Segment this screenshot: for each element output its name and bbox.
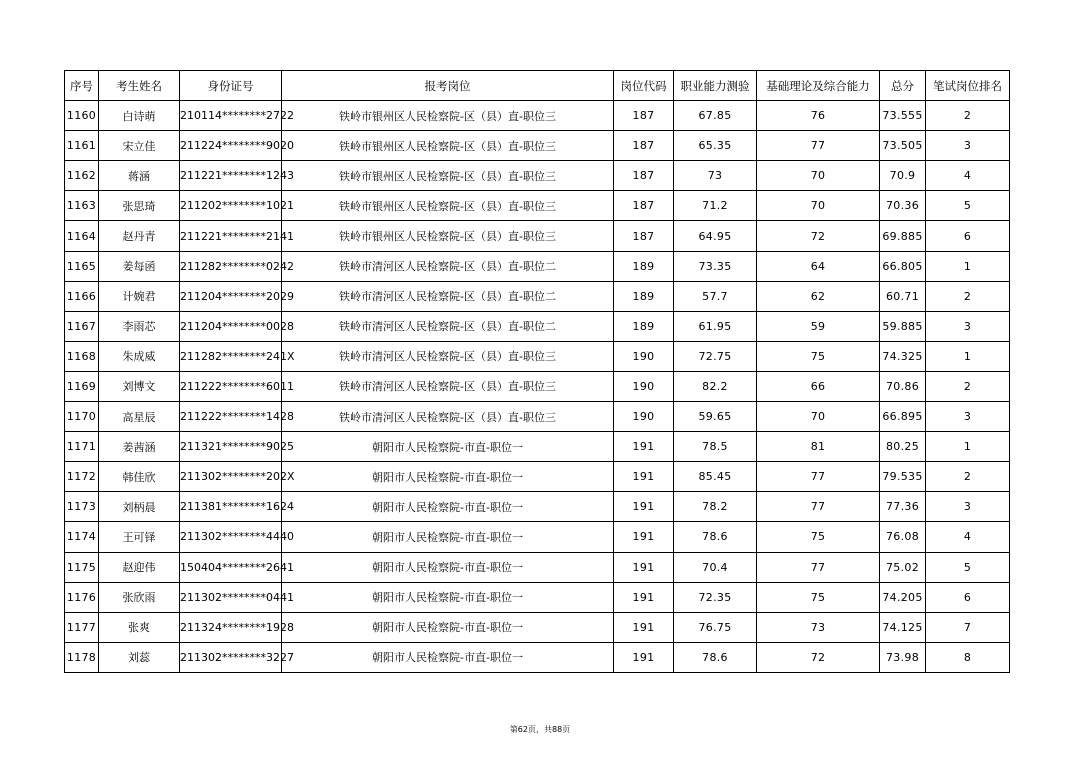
- seq-cell: 1171: [65, 432, 99, 462]
- seq-cell: 1177: [65, 612, 99, 642]
- seq-cell: 1162: [65, 161, 99, 191]
- exam-results-table: [64, 70, 1010, 673]
- total-score-cell: 70.9: [880, 161, 926, 191]
- header-id-number: 身份证号: [180, 71, 282, 101]
- name-cell: 张思琦: [99, 191, 180, 221]
- theory-score-cell: 59: [757, 311, 880, 341]
- aptitude-score-cell: 70.4: [674, 552, 757, 582]
- position-code-cell: 187: [614, 221, 674, 251]
- rank-cell: 2: [926, 462, 1010, 492]
- position-code-cell: 191: [614, 552, 674, 582]
- name-cell: 刘博文: [99, 371, 180, 401]
- rank-cell: 5: [926, 191, 1010, 221]
- position-code-cell: 191: [614, 462, 674, 492]
- total-score-cell: 80.25: [880, 432, 926, 462]
- position-code-cell: 190: [614, 371, 674, 401]
- position-cell: 朝阳市人民检察院-市直-职位一: [282, 552, 614, 582]
- name-cell: 赵丹青: [99, 221, 180, 251]
- total-score-cell: 69.885: [880, 221, 926, 251]
- total-score-cell: 60.71: [880, 281, 926, 311]
- position-code-cell: 189: [614, 311, 674, 341]
- total-score-cell: 79.535: [880, 462, 926, 492]
- theory-score-cell: 81: [757, 432, 880, 462]
- seq-cell: 1178: [65, 642, 99, 672]
- rank-cell: 8: [926, 642, 1010, 672]
- rank-cell: 2: [926, 101, 1010, 131]
- seq-cell: 1163: [65, 191, 99, 221]
- id-number-cell: 211224********9020: [180, 131, 282, 161]
- name-cell: 王可铎: [99, 522, 180, 552]
- position-cell: 朝阳市人民检察院-市直-职位一: [282, 612, 614, 642]
- id-number-cell: 211282********0242: [180, 251, 282, 281]
- header-theory-score: 基础理论及综合能力: [757, 71, 880, 101]
- rank-cell: 3: [926, 131, 1010, 161]
- aptitude-score-cell: 78.5: [674, 432, 757, 462]
- total-score-cell: 70.36: [880, 191, 926, 221]
- id-number-cell: 210114********2722: [180, 101, 282, 131]
- position-cell: 铁岭市清河区人民检察院-区（县）直-职位三: [282, 402, 614, 432]
- name-cell: 赵迎伟: [99, 552, 180, 582]
- id-number-cell: 211302********0441: [180, 582, 282, 612]
- table-row: [65, 251, 1010, 281]
- aptitude-score-cell: 73: [674, 161, 757, 191]
- seq-cell: 1167: [65, 311, 99, 341]
- table-row: [65, 642, 1010, 672]
- header-total-score: 总分: [880, 71, 926, 101]
- position-cell: 铁岭市清河区人民检察院-区（县）直-职位三: [282, 341, 614, 371]
- rank-cell: 3: [926, 492, 1010, 522]
- theory-score-cell: 77: [757, 492, 880, 522]
- theory-score-cell: 70: [757, 402, 880, 432]
- total-score-cell: 73.98: [880, 642, 926, 672]
- position-cell: 铁岭市清河区人民检察院-区（县）直-职位二: [282, 281, 614, 311]
- aptitude-score-cell: 76.75: [674, 612, 757, 642]
- total-score-cell: 70.86: [880, 371, 926, 401]
- aptitude-score-cell: 71.2: [674, 191, 757, 221]
- id-number-cell: 211302********3227: [180, 642, 282, 672]
- aptitude-score-cell: 78.6: [674, 642, 757, 672]
- total-score-cell: 73.555: [880, 101, 926, 131]
- header-position-code: 岗位代码: [614, 71, 674, 101]
- id-number-cell: 211202********1021: [180, 191, 282, 221]
- header-name: 考生姓名: [99, 71, 180, 101]
- total-score-cell: 76.08: [880, 522, 926, 552]
- name-cell: 张欣雨: [99, 582, 180, 612]
- aptitude-score-cell: 72.35: [674, 582, 757, 612]
- table-row: [65, 281, 1010, 311]
- position-code-cell: 187: [614, 161, 674, 191]
- table-row: [65, 492, 1010, 522]
- position-code-cell: 190: [614, 402, 674, 432]
- name-cell: 高星辰: [99, 402, 180, 432]
- aptitude-score-cell: 85.45: [674, 462, 757, 492]
- aptitude-score-cell: 57.7: [674, 281, 757, 311]
- position-cell: 铁岭市清河区人民检察院-区（县）直-职位二: [282, 311, 614, 341]
- aptitude-score-cell: 64.95: [674, 221, 757, 251]
- position-cell: 铁岭市清河区人民检察院-区（县）直-职位三: [282, 371, 614, 401]
- id-number-cell: 211324********1928: [180, 612, 282, 642]
- aptitude-score-cell: 72.75: [674, 341, 757, 371]
- name-cell: 姜茜涵: [99, 432, 180, 462]
- table-row: [65, 582, 1010, 612]
- name-cell: 蒋涵: [99, 161, 180, 191]
- aptitude-score-cell: 73.35: [674, 251, 757, 281]
- position-cell: 朝阳市人民检察院-市直-职位一: [282, 522, 614, 552]
- id-number-cell: 211302********202X: [180, 462, 282, 492]
- theory-score-cell: 75: [757, 341, 880, 371]
- total-score-cell: 75.02: [880, 552, 926, 582]
- theory-score-cell: 72: [757, 221, 880, 251]
- rank-cell: 1: [926, 251, 1010, 281]
- position-code-cell: 191: [614, 432, 674, 462]
- position-code-cell: 187: [614, 101, 674, 131]
- total-score-cell: 66.895: [880, 402, 926, 432]
- name-cell: 张爽: [99, 612, 180, 642]
- theory-score-cell: 76: [757, 101, 880, 131]
- total-score-cell: 66.805: [880, 251, 926, 281]
- table-row: [65, 191, 1010, 221]
- name-cell: 白诗萌: [99, 101, 180, 131]
- table-row: [65, 432, 1010, 462]
- header-seq: 序号: [65, 71, 99, 101]
- rank-cell: 7: [926, 612, 1010, 642]
- aptitude-score-cell: 59.65: [674, 402, 757, 432]
- rank-cell: 2: [926, 371, 1010, 401]
- header-position: 报考岗位: [282, 71, 614, 101]
- table-header-row: [65, 71, 1010, 101]
- position-code-cell: 190: [614, 341, 674, 371]
- id-number-cell: 211221********2141: [180, 221, 282, 251]
- id-number-cell: 211222********6011: [180, 371, 282, 401]
- table-row: [65, 402, 1010, 432]
- position-cell: 铁岭市清河区人民检察院-区（县）直-职位二: [282, 251, 614, 281]
- seq-cell: 1169: [65, 371, 99, 401]
- id-number-cell: 211222********1428: [180, 402, 282, 432]
- table-row: [65, 221, 1010, 251]
- aptitude-score-cell: 65.35: [674, 131, 757, 161]
- seq-cell: 1160: [65, 101, 99, 131]
- rank-cell: 4: [926, 161, 1010, 191]
- rank-cell: 4: [926, 522, 1010, 552]
- seq-cell: 1165: [65, 251, 99, 281]
- seq-cell: 1176: [65, 582, 99, 612]
- position-cell: 铁岭市银州区人民检察院-区（县）直-职位三: [282, 101, 614, 131]
- position-cell: 朝阳市人民检察院-市直-职位一: [282, 642, 614, 672]
- position-cell: 朝阳市人民检察院-市直-职位一: [282, 462, 614, 492]
- theory-score-cell: 75: [757, 522, 880, 552]
- name-cell: 李雨芯: [99, 311, 180, 341]
- seq-cell: 1161: [65, 131, 99, 161]
- page-number-footer: 第62页，共88页: [509, 725, 571, 734]
- table-row: [65, 161, 1010, 191]
- table-row: [65, 131, 1010, 161]
- seq-cell: 1170: [65, 402, 99, 432]
- id-number-cell: 211204********0028: [180, 311, 282, 341]
- name-cell: 朱成威: [99, 341, 180, 371]
- seq-cell: 1164: [65, 221, 99, 251]
- theory-score-cell: 72: [757, 642, 880, 672]
- aptitude-score-cell: 61.95: [674, 311, 757, 341]
- position-cell: 铁岭市银州区人民检察院-区（县）直-职位三: [282, 161, 614, 191]
- theory-score-cell: 77: [757, 552, 880, 582]
- theory-score-cell: 70: [757, 191, 880, 221]
- rank-cell: 2: [926, 281, 1010, 311]
- position-cell: 朝阳市人民检察院-市直-职位一: [282, 582, 614, 612]
- theory-score-cell: 66: [757, 371, 880, 401]
- position-cell: 铁岭市银州区人民检察院-区（县）直-职位三: [282, 221, 614, 251]
- theory-score-cell: 70: [757, 161, 880, 191]
- id-number-cell: 211282********241X: [180, 341, 282, 371]
- total-score-cell: 74.125: [880, 612, 926, 642]
- id-number-cell: 211302********4440: [180, 522, 282, 552]
- table-row: [65, 371, 1010, 401]
- name-cell: 刘蕊: [99, 642, 180, 672]
- position-cell: 朝阳市人民检察院-市直-职位一: [282, 432, 614, 462]
- aptitude-score-cell: 78.6: [674, 522, 757, 552]
- theory-score-cell: 77: [757, 462, 880, 492]
- total-score-cell: 59.885: [880, 311, 926, 341]
- theory-score-cell: 75: [757, 582, 880, 612]
- total-score-cell: 74.205: [880, 582, 926, 612]
- name-cell: 计婉君: [99, 281, 180, 311]
- table-row: [65, 522, 1010, 552]
- theory-score-cell: 77: [757, 131, 880, 161]
- table-body: [65, 101, 1010, 673]
- seq-cell: 1166: [65, 281, 99, 311]
- rank-cell: 6: [926, 221, 1010, 251]
- position-cell: 朝阳市人民检察院-市直-职位一: [282, 492, 614, 522]
- header-rank: 笔试岗位排名: [926, 71, 1010, 101]
- rank-cell: 3: [926, 311, 1010, 341]
- name-cell: 姜每函: [99, 251, 180, 281]
- name-cell: 刘柄晨: [99, 492, 180, 522]
- id-number-cell: 211221********1243: [180, 161, 282, 191]
- seq-cell: 1173: [65, 492, 99, 522]
- header-aptitude-score: 职业能力测验: [674, 71, 757, 101]
- id-number-cell: 211204********2029: [180, 281, 282, 311]
- theory-score-cell: 64: [757, 251, 880, 281]
- theory-score-cell: 62: [757, 281, 880, 311]
- seq-cell: 1175: [65, 552, 99, 582]
- total-score-cell: 77.36: [880, 492, 926, 522]
- name-cell: 韩佳欣: [99, 462, 180, 492]
- position-cell: 铁岭市银州区人民检察院-区（县）直-职位三: [282, 131, 614, 161]
- position-code-cell: 191: [614, 522, 674, 552]
- id-number-cell: 150404********2641: [180, 552, 282, 582]
- position-code-cell: 191: [614, 582, 674, 612]
- aptitude-score-cell: 78.2: [674, 492, 757, 522]
- table-row: [65, 462, 1010, 492]
- total-score-cell: 74.325: [880, 341, 926, 371]
- position-code-cell: 191: [614, 612, 674, 642]
- position-code-cell: 189: [614, 251, 674, 281]
- rank-cell: 6: [926, 582, 1010, 612]
- aptitude-score-cell: 67.85: [674, 101, 757, 131]
- position-code-cell: 189: [614, 281, 674, 311]
- table-row: [65, 552, 1010, 582]
- aptitude-score-cell: 82.2: [674, 371, 757, 401]
- position-code-cell: 191: [614, 492, 674, 522]
- table-row: [65, 341, 1010, 371]
- theory-score-cell: 73: [757, 612, 880, 642]
- total-score-cell: 73.505: [880, 131, 926, 161]
- rank-cell: 5: [926, 552, 1010, 582]
- position-code-cell: 187: [614, 191, 674, 221]
- position-code-cell: 191: [614, 642, 674, 672]
- name-cell: 宋立佳: [99, 131, 180, 161]
- table-row: [65, 101, 1010, 131]
- id-number-cell: 211381********1624: [180, 492, 282, 522]
- seq-cell: 1168: [65, 341, 99, 371]
- seq-cell: 1172: [65, 462, 99, 492]
- position-cell: 铁岭市银州区人民检察院-区（县）直-职位三: [282, 191, 614, 221]
- id-number-cell: 211321********9025: [180, 432, 282, 462]
- rank-cell: 1: [926, 432, 1010, 462]
- position-code-cell: 187: [614, 131, 674, 161]
- rank-cell: 1: [926, 341, 1010, 371]
- seq-cell: 1174: [65, 522, 99, 552]
- rank-cell: 3: [926, 402, 1010, 432]
- table-row: [65, 311, 1010, 341]
- table-row: [65, 612, 1010, 642]
